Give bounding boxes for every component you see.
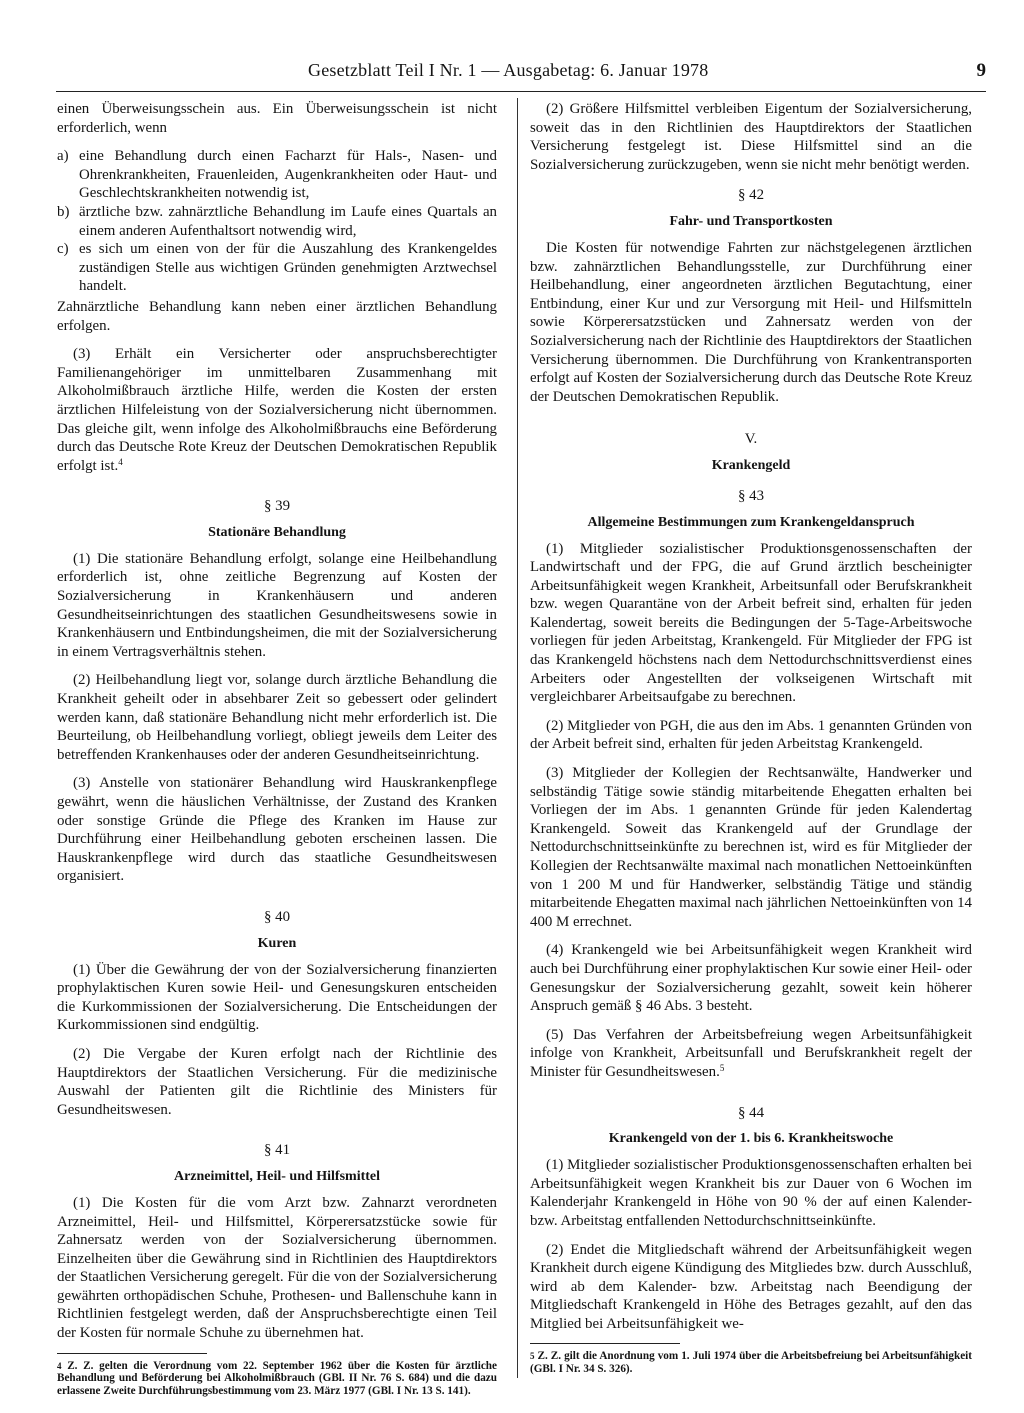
- section-title: Allgemeine Bestimmungen zum Krankengeldanspruch: [587, 514, 915, 530]
- left-column: [57, 100, 497, 1398]
- list-marker: b): [57, 203, 70, 220]
- list-marker: c): [57, 241, 69, 258]
- footnote-ref: 4: [118, 456, 123, 467]
- paragraph-text: (3) Erhält ein Versicherter oder anspruchsberechtigter Familienangehöriger im unmittelbaren Zusammenhang mit Alkoholmißbrauch ärztliche Hilfe, werden die Kosten der ersten ärztlichen Hilfeleistung von der Sozialversicherung nicht übernommen. Das gleiche gilt, wenn infolge des Alkoholmißbrauchs eine Beförderung durch das Deutsche Rote Kreuz der Deutschen Demokratischen Republik erfolgt ist.: [57, 346, 497, 474]
- footnote: [530, 1350, 972, 1376]
- paragraph: (1) Über die Gewährung der von der Sozialversicherung finanzierten prophylaktischen Kuren sowie Heil- und Genesungskuren entscheiden die Kurkommissionen der Sozialversicherung. Die Entscheidungen der Kurkommissionen sind endgültig.: [57, 961, 497, 1034]
- section-title: Stationäre Behandlung: [208, 524, 346, 540]
- section-title: Fahr- und Transportkosten: [669, 213, 833, 229]
- paragraph: (1) Die Kosten für die vom Arzt bzw. Zahnarzt verordneten Arzneimittel, Heil- und Hilfsmittel, Körperersatzstücke sowie für Zahnersatz werden von der Sozialversicherung übernommen. Einzelheiten über die Gewährung sind in Richtlinien des Hauptdirektors der Staatlichen Versicherung geregelt. Für die von der Sozialversicherung gewährten orthopädischen Schuhe, Prothesen- und Ballenschuhe kann in Richtlinien festgelegt werden, daß der Anspruchsberechtigte einen Teil der Kosten für normale Schuhe zu übernehmen hat.: [57, 1194, 497, 1342]
- paragraph: (4) Krankengeld wie bei Arbeitsunfähigkeit wegen Krankheit wird auch bei Durchführung einer prophylaktischen Kur sowie einer Heil- oder Genesungskur der Sozialversicherung gezahlt, soweit kein höherer Anspruch gemäß § 46 Abs. 3 besteht.: [530, 942, 972, 1015]
- section-title: Krankengeld von der 1. bis 6. Krankheitswoche: [608, 1131, 894, 1147]
- page-number: 9: [976, 60, 986, 81]
- footnote-rule: [530, 1343, 680, 1344]
- footnote-key: 5: [530, 1351, 535, 1362]
- paragraph: (2) Größere Hilfsmittel verbleiben Eigentum der Sozialversicherung, soweit das in den Richtlinien des Hauptdirektors der Staatlichen Versicherung festgelegt ist. Diese Hilfsmittel sind an die Sozialversicherung zurückzugeben, wenn sie nicht mehr benötigt werden.: [530, 101, 972, 173]
- footnote-text: Z. Z. gelten die Verordnung vom 22. September 1962 über die Kosten für ärztliche Behandlung und Beförderung bei Alkoholmißbrauch (GBl. II Nr. 76 S. 684) und die dazu erlassene Zweite Durchführungsbestimmung vom 23. März 1977 (GBl. I Nr. 13 S. 141).: [57, 1359, 497, 1398]
- section-number: § 41: [263, 1142, 291, 1159]
- list-item: [57, 240, 497, 296]
- section-number: § 40: [263, 908, 291, 925]
- paragraph: (1) Die stationäre Behandlung erfolgt, solange eine Heilbehandlung erforderlich ist, ohne zeitliche Begrenzung auf Kosten der Sozialversicherung in Krankenhäusern und anderen Gesundheitseinrichtungen des staatlichen Gesundheitswesens sowie in Krankenhäusern und Entbindungsheimen, die mit der Sozialversicherung in einem Vertragsverhältnis stehen.: [57, 550, 497, 660]
- list-item-text: ärztliche bzw. zahnärztliche Behandlung im Laufe eines Quartals an einem anderen Aufenthaltsort notwendig wird,: [79, 203, 497, 239]
- footnote-text: Z. Z. gilt die Anordnung vom 1. Juli 1974 über die Arbeitsbefreiung bei Arbeitsunfähigkeit (GBl. I Nr. 34 S. 326).: [530, 1350, 973, 1376]
- paragraph: (1) Mitglieder sozialistischer Produktionsgenossenschaften erhalten bei Arbeitsunfähigkeit wegen Krankheit bis zur Dauer von 6 Wochen im Kalenderjahr Krankengeld in Höhe von 90 % der auf einen Kalender- bzw. Arbeitstag entfallenden Nettodurchschnittseinkünfte.: [530, 1157, 972, 1229]
- footnote-key: 4: [57, 1360, 62, 1371]
- part-number: V.: [744, 431, 758, 448]
- section-title: Kuren: [257, 935, 297, 951]
- paragraph: Die Kosten für notwendige Fahrten zur nächstgelegenen ärztlichen bzw. zahnärztlichen Behandlungsstelle, zur Durchführung einer Heilbehandlung, einer angeordneten ärztlichen Begutachtung, einer Entbindung, einer Kur und zur Versorgung mit Heil- und Hilfsmitteln sowie Körperersatzstücken und Zahnersatz werden von der Sozialversicherung nach der Richtlinie des Hauptdirektors der Staatlichen Versicherung übernommen. Die Durchführung von Krankentransporten erfolgt auf Kosten der Sozialversicherung durch das Deutsche Rote Kreuz der Deutschen Demokratischen Republik.: [530, 239, 972, 405]
- footnote-rule: [57, 1353, 207, 1354]
- section-number: § 43: [737, 487, 765, 504]
- section-number: § 44: [737, 1104, 765, 1121]
- paragraph: [530, 1026, 972, 1082]
- list-item: [57, 203, 497, 240]
- list-marker: a): [57, 148, 69, 165]
- header-title: Gesetzblatt Teil I Nr. 1 — Ausgabetag: 6. Januar 1978: [308, 60, 709, 80]
- part-title: Krankengeld: [711, 457, 791, 473]
- footnote: [57, 1360, 497, 1398]
- header-rule: [56, 91, 986, 92]
- list-item: [57, 147, 497, 203]
- paragraph: [57, 345, 497, 475]
- right-column: [530, 100, 972, 1376]
- section-number: § 39: [263, 498, 291, 515]
- paragraph: Zahnärztliche Behandlung kann neben einer ärztlichen Behandlung erfolgen.: [57, 298, 497, 334]
- paragraph: (3) Mitglieder der Kollegien der Rechtsanwälte, Handwerker und selbständig Tätige sowie ständig mitarbeitende Ehegatten erhalten bei Vorliegen der im Abs. 1 genannten Gründe für jeden Kalendertag Krankengeld. Soweit das Krankengeld auf der Grundlage der Nettodurchschnittseinkünfte zu berechnen ist, wird es für Mitglieder der Kollegien der Rechtsanwälte maximal nach monatlichen Nettoeinkünften von 1 200 M und für Handwerker, selbständig Tätige und ständig mitarbeitende Ehegatten maximal nach jährlichen Nettoeinkünften von 14 400 M errechnet.: [530, 765, 972, 930]
- paragraph-text: (5) Das Verfahren der Arbeitsbefreiung wegen Arbeitsunfähigkeit infolge von Krankheit, Arbeitsunfall und Berufskrankheit regelt der Minister für Gesundheitswesen.: [530, 1026, 972, 1080]
- paragraph: (2) Heilbehandlung liegt vor, solange durch ärztliche Behandlung die Krankheit geheilt oder in absehbarer Zeit so gebessert oder gelindert werden kann, daß stationäre Behandlung nicht mehr erforderlich ist. Die Beurteilung, ob Heilbehandlung vorliegt, obliegt jeweils dem Leiter des betreffenden Krankenhauses oder der anderen Gesundheitseinrichtung.: [57, 672, 497, 763]
- section-number: § 42: [737, 187, 765, 204]
- list-item-text: es sich um einen von der für die Auszahlung des Krankengeldes zuständigen Stelle aus wichtigen Gründen genehmigten Arztwechsel handelt.: [79, 241, 497, 295]
- paragraph: (2) Endet die Mitgliedschaft während der Arbeitsunfähigkeit wegen Krankheit durch eigene Kündigung des Mitgliedes bzw. durch Ausschluß, wird ab dem Kalender- bzw. Arbeitstag nach Beendigung der Mitgliedschaft Krankengeld in Höhe des Betrages gezahlt, auf den das Mitglied bei Arbeitsunfähigkeit we-: [530, 1241, 972, 1332]
- list-item-text: eine Behandlung durch einen Facharzt für Hals-, Nasen- und Ohrenkrankheiten, Frauenleiden, Augenkrankheiten oder Haut- und Geschlechtskrankheiten notwendig ist,: [79, 148, 497, 202]
- footnote-ref: 5: [719, 1062, 725, 1073]
- paragraph: (3) Anstelle von stationärer Behandlung wird Hauskrankenpflege gewährt, wenn die häuslichen Verhältnisse, der Zustand des Kranken oder sonstige Gründe die Pflege des Kranken im Hause zur Durchführung einer Heilbehandlung geboten erscheinen lassen. Die Hauskrankenpflege wird durch das staatliche Gesundheitswesen organisiert.: [57, 775, 497, 885]
- paragraph: einen Überweisungsschein aus. Ein Überweisungsschein ist nicht erforderlich, wenn: [57, 101, 497, 136]
- running-header: [56, 60, 986, 86]
- condition-list: [57, 147, 497, 296]
- section-title: Arzneimittel, Heil- und Hilfsmittel: [173, 1168, 381, 1184]
- paragraph: (2) Mitglieder von PGH, die aus den im Abs. 1 genannten Gründen von der Arbeit befreit sind, erhalten für jeden Arbeitstag Krankengeld.: [530, 717, 972, 753]
- paragraph: (2) Die Vergabe der Kuren erfolgt nach der Richtlinie des Hauptdirektors der Staatlichen Versicherung. Für die medizinische Auswahl der Patienten gilt die Richtlinie des Ministers für Gesundheitswesen.: [57, 1045, 497, 1118]
- paragraph: (1) Mitglieder sozialistischer Produktionsgenossenschaften der Landwirtschaft und der FPG, die auf Grund ärztlich bescheinigter Arbeitsunfähigkeit wegen Krankheit, Arbeitsunfall oder Berufskrankheit bzw. wegen Quarantäne von der Arbeit befreit sind, erhalten für jeden Kalendertag, soweit bereits die Bedingungen der 5-Tage-Arbeitswoche vorliegen für jeden Arbeitstag, Krankengeld. Für Mitglieder der FPG ist das Krankengeld höchstens nach dem Nettodurchschnittsverdienst eines Arbeiters oder Angestellten der volkseigenen Wirtschaft mit vergleichbarer Arbeitsaufgabe zu berechnen.: [530, 540, 972, 706]
- column-divider: [517, 98, 518, 1378]
